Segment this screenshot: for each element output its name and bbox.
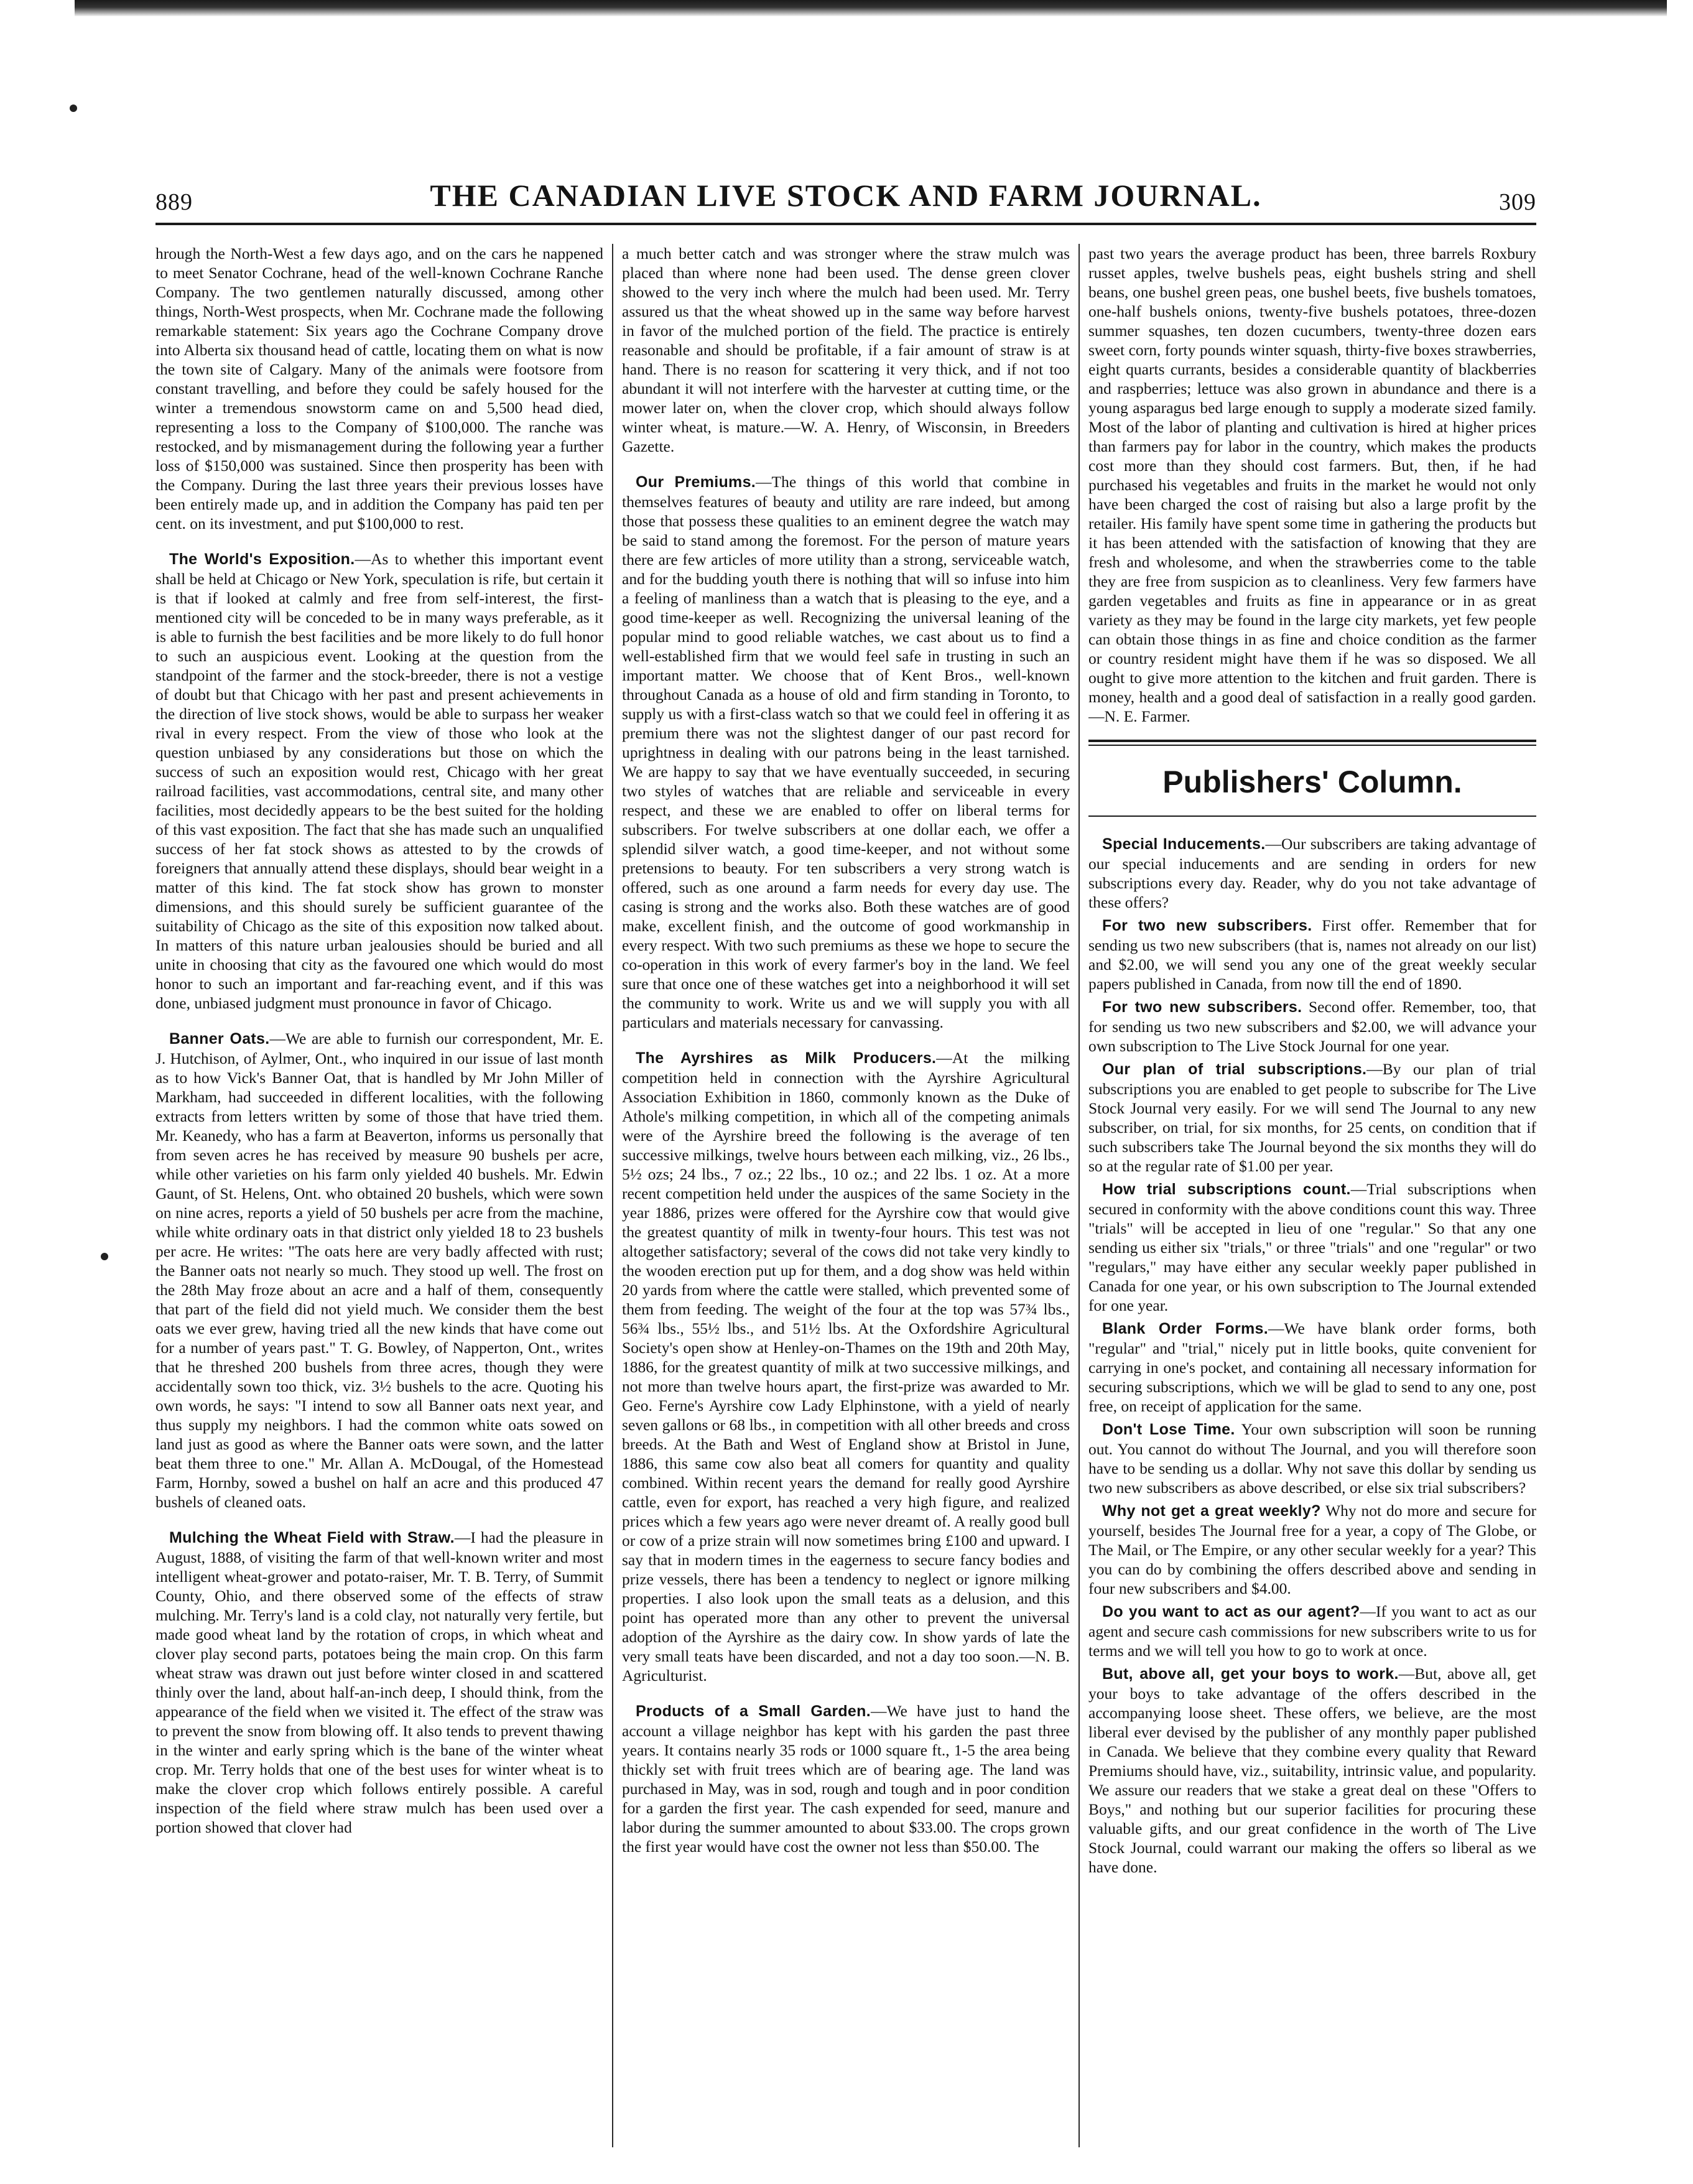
section-rule xyxy=(1088,740,1536,742)
column-2 xyxy=(622,244,1070,2154)
page-number-left: 889 xyxy=(155,189,193,215)
scan-edge-streak xyxy=(75,0,1667,16)
publishers-item xyxy=(1088,1420,1536,1497)
publishers-item xyxy=(1088,1501,1536,1598)
item-heading: How trial subscriptions count. xyxy=(1102,1181,1351,1198)
article-body: —The things of this world that combine in themselves features of beauty and utility are rare indeed, but among those that possess these qualities to an eminent degree the watch may be said to stand among the foremost. For the person of mature years there are few articles of more utility than a strong, serviceable watch, and for the budding youth there is nothing that will so infuse into him a feeling of manliness than a watch that is pleasing to the eye, and a good time-keeper as well. Recognizing the universal leaning of the popular mind to good reliable watches, we cast about us to find a well-established firm that we would feel safe in trusting in such an important matter. We choose that of Kent Bros., well-known throughout Canada as a house of old and firm standing in Toronto, to supply us with a first-class watch so that we could feel in offering it as premium there was not the slightest danger of our past record for uprightness in dealing with our patrons being in the least tarnished. We are happy to say that we have eventually succeeded, in securing two styles of watches that are reliable and serviceable in every respect, and these we are enabled to offer on liberal terms for subscribers. For twelve subscribers at one dollar each, we offer a splendid silver watch, a good time-keeper, and not without some pretensions to beauty. For ten subscribers a very strong watch is offered, such as one around a farm needs for every day use. The casing is strong and the works also. Both these watches are of good make, excellent finish, and the outcome of good workmanship in every respect. With two such premiums as these we hope to secure the co-operation in this work of every farmer's boy in the land. We feel sure that once one of these watches get into a neighborhood it will set the community to work. Write us and we will supply you with all particulars and materials necessary for canvassing. xyxy=(622,473,1070,1031)
column-3 xyxy=(1088,244,1536,2154)
publishers-item xyxy=(1088,1319,1536,1416)
small-garden-article xyxy=(622,1701,1070,1856)
small-garden-continued: past two years the average product has been, three barrels Roxbury russet apples, twelve bushels peas, eight bushels string and shell beans, one bushel green peas, one bushel beets, five bushels tomatoes, one-half bushels onions, twenty-five bushels potatoes, three-dozen summer squashes, ten dozen cucumbers, twenty-three dozen ears sweet corn, forty pounds winter squash, thirty-five boxes strawberries, eight quarts currants, besides a considerable quantity of blackberries and raspberries; lettuce was also grown in abundance and there is a young asparagus bed large enough to supply a moderate sized family. Most of the labor of planting and cultivation is hired at higher prices than farmers pay for labor in the country, which makes the products cost more than they should cost farmers. But, then, if he had purchased his vegetables and fruits in the market he would not only have been charged the cost of raising but also a large profit by the retailer. His family have spent some time in gathering the products but it has been attended with the satisfaction of knowing that they are fresh and wholesome, and when the strawberries come to the table they are free from suspicion as to cleanliness. Very few farmers have garden vegetables and fruits as fine in appearance or in as great variety as they may be found in the large city markets, yet few people can obtain those things in as fine and choice condition as the farmer or country resident might have them if he was so disposed. We all ought to give more attention to the kitchen and fruit garden. There is money, health and a good deal of satisfaction in a really good garden.—N. E. Farmer. xyxy=(1088,244,1536,725)
publishers-item xyxy=(1088,1664,1536,1877)
publishers-item xyxy=(1088,916,1536,993)
item-body: Second offer. Remember, too, that for sending us two new subscribers and $2.00, we will advance your own subscription to The Live Stock Journal for one year. xyxy=(1088,998,1536,1055)
page-number-right: 309 xyxy=(1499,189,1536,215)
section-rule xyxy=(1088,745,1536,746)
scan-speck xyxy=(70,105,77,112)
item-body: —If you want to act as our agent and secure cash commissions for new subscribers write to us for terms and we will tell you how to go to work at once. xyxy=(1088,1602,1536,1660)
publishers-column-heading: Publishers' Column. xyxy=(1162,764,1462,799)
article-heading: Banner Oats. xyxy=(169,1030,270,1048)
section-rule xyxy=(1088,816,1536,817)
publishers-item xyxy=(1088,1602,1536,1660)
item-heading: Why not get a great weekly? xyxy=(1102,1502,1321,1520)
banner-oats-article xyxy=(155,1029,603,1512)
item-heading: But, above all, get your boys to work. xyxy=(1102,1665,1399,1683)
item-body: —Our subscribers are taking advantage of our special inducements and are sending in orders for new subscriptions every day. Reader, why do you not take advantage of these offers? xyxy=(1088,835,1536,911)
ranche-article: hrough the North-West a few days ago, and on the cars he nappened to meet Senator Cochrane, head of the well-known Cochrane Ranche Company. The two gentlemen naturally discussed, among other things, North-West prospects, when Mr. Cochrane made the following remarkable statement: Six years ago the Cochrane Company drove into Alberta six thousand head of cattle, locating them on what is now the town site of Calgary. Many of the animals were footsore from constant travelling, and before they could be safely housed for the winter a tremendous snowstorm came on and 5,500 head died, representing a loss to the Company of $100,000. The ranche was restocked, and by mismanagement during the following year a further loss of $150,000 was sustained. Since then prosperity has been with the Company. During the last three years their previous losses have been entirely made up, and in addition the Company has paid ten per cent. on its investment, and put $100,000 to rest. xyxy=(155,244,603,532)
item-body: —By our plan of trial subscriptions you are enabled to get people to subscribe for The Live Stock Journal very easily. For we will send The Journal to any new subscriber, on trial, for six months, for 25 cents, on condition that if such subscribers take The Journal beyond the six months they will do so at the regular rate of $1.00 per year. xyxy=(1088,1060,1536,1175)
header-rule xyxy=(155,223,1536,225)
article-body: —At the milking competition held in connection with the Ayrshire Agricultural Association Exhibition in 1860, commonly known as the Duke of Athole's milking competition, in which all of the competing animals were of the Ayrshire breed the following is the average of ten successive milkings, twelve hours between each milking, viz., 26 lbs., 5½ ozs; 24 lbs., 7 oz.; 22 lbs., 10 oz.; and 22 lbs. 1 oz. At a more recent competition held under the auspices of the same Society in the year 1886, prizes were offered for the Ayrshire cow that would give the greatest quantity of milk in twenty-four hours. This test was not altogether satisfactory; several of the cows did not take very kindly to the wooden erection put up for them, and a dog show was held within 20 yards from where the cattle were stalled, which prevented some of them from feeding. The weight of the four at the top was 57¾ lbs., 56¾ lbs., 55½ lbs., and 51½ lbs. At the Oxfordshire Agricultural Society's open show at Henley-on-Thames on the 19th and 20th May, 1886, for the greatest quantity of milk at two successive milkings, and not more than twelve hours apart, the first-prize was awarded to Mr. Geo. Ferne's Ayrshire cow Lady Elphinstone, with a yield of nearly seven gallons or 68 lbs., in competition with all other breeds and cross breeds. At the Bath and West of England show at Bristol in June, 1886, this same cow also beat all comers for quantity and quality combined. Within recent years the demand for really good Ayrshire cattle, even for export, has reached a very high figure, and realized prices which a few years ago were never dreamt of. A really good bull or cow of a prize strain will now sometimes bring £100 and upward. I say that in modern times in the eagerness to secure fancy bodies and prize vessels, there has been a tendency to neglect or ignore milking properties. I also look upon the small teats as a delusion, and this point has operated more than any other to prevent the universal adoption of the Ayrshire as the dairy cow. In show yards of late the very small teats have been discarded, and not a day too soon.—N. B. Agriculturist. xyxy=(622,1049,1070,1684)
page-header xyxy=(155,177,1536,221)
article-heading: Products of a Small Garden. xyxy=(636,1703,871,1720)
worlds-exposition-article xyxy=(155,549,603,1013)
article-body: —We have just to hand the account a village neighbor has kept with his garden the past three years. It contains nearly 35 rods or 1000 square ft., 1-5 the area being thickly set with fruit trees which are of bearing age. The land was purchased in May, was in sod, rough and tough and in poor condition for a garden the first year. The cash expended for seed, manure and labor during the summer amounted to about $33.00. The crops grown the first year would have cost the owner not less than $50.00. The xyxy=(622,1702,1070,1856)
item-heading: Our plan of trial subscriptions. xyxy=(1102,1061,1367,1078)
publishers-item xyxy=(1088,1059,1536,1176)
article-body: —As to whether this important event shall be held at Chicago or New York, speculation is rife, but certain it is that if looked at calmly and free from self-interest, the first-mentioned city will be conceded to be in many ways preferable, as it is able to furnish the best facilities and be more likely to do full honor to such an auspicious event. Looking at the question from the standpoint of the farmer and the stock-breeder, there is not a vestige of doubt but that Chicago with her past and present achievements in the direction of live stock shows, would be able to surpass her weaker rival in every respect. From the view of those who look at the question unbiased by any considerations but those on which the success of such an exposition would rest, Chicago with her great railroad facilities, vast accommodations, central site, and many other facilities, most decidedly appears to be the best suited for the holding of this vast exposition. The fact that she has made such an unqualified success of her fat stock shows as attested to by the crowds of foreigners that annually attend these displays, should bear weight in a matter of this kind. The fat stock show has grown to monster dimensions, and this should surely be sufficient guarantee of the suitability of Chicago as the site of this exposition now talked about. In matters of this nature urban jealousies should be buried and all unite in choosing that city as the favoured one which would do most honor to such an important and far-reaching event, and if this was done, unbiased judgment must pronounce in favor of Chicago. xyxy=(155,550,603,1012)
publishers-item xyxy=(1088,997,1536,1056)
item-heading: Special Inducements. xyxy=(1102,835,1266,853)
item-heading: For two new subscribers. xyxy=(1102,917,1312,934)
column-1 xyxy=(155,244,603,2154)
item-heading: Do you want to act as our agent? xyxy=(1102,1603,1360,1620)
article-heading: The World's Exposition. xyxy=(169,551,355,568)
article-heading: Our Premiums. xyxy=(636,473,756,491)
article-body: —We are able to furnish our correspondent, Mr. E. J. Hutchison, of Aylmer, Ont., who inquired in our issue of last month as to how Vick's Banner Oat, that is handled by Mr John Miller of Markham, had succeeded in different localities, with the following extracts from letters written by some of those that have tried them. Mr. Keanedy, who has a farm at Beaverton, informs us personally that from seven acres he has received by measure 90 bushels per acre, while other varieties on his farm only yielded 40 bushels. Mr. Edwin Gaunt, of St. Helens, Ont. who obtained 20 bushels, which were sown on nine acres, reports a yield of 50 bushels per acre from the machine, while white ordinary oats in that district only yielded 18 to 23 bushels per acre. He writes: "The oats here are very badly affected with rust; the Banner oats not nearly so much. They stood up well. The frost on the 28th May froze about an acre and a half of them, consequently that part of the field did not yield much. We consider them the best oats we ever grew, having tried all the new kinds that have come out for a number of years past." T. G. Bowley, of Napperton, Ont., writes that he threshed 200 bushels from three acres, though they were accidentally sown too thick, viz. 3½ bushels to the acre. Quoting his own words, he says: "I intend to sow all Banner oats next year, and thus supply my neighbors. I had the common white oats sowed on land just as good as where the Banner oats were sown, and the latter beat them three to one." Mr. Allan A. McDougal, of the Homestead Farm, Hornby, sowed a bushel on half an acre and this produced 47 bushels of cleaned oats. xyxy=(155,1029,603,1511)
mulching-continued: a much better catch and was stronger where the straw mulch was placed than where none had been used. The dense green clover showed to the very inch where the mulch had been used. Mr. Terry assured us that the wheat showed up in the same way before harvest in favor of the mulched portion of the field. The practice is entirely reasonable and should be profitable, if a fair amount of straw is at hand. There is no reason for scattering it very thick, and if not too abundant it will not interfere with the harvester at cutting time, or the mower later on, when the clover crop, which should always follow winter wheat, is mature.—W. A. Henry, of Wisconsin, in Breeders Gazette. xyxy=(622,244,1070,455)
scan-speck xyxy=(101,1253,108,1260)
ayrshires-article xyxy=(622,1048,1070,1685)
item-heading: For two new subscribers. xyxy=(1102,998,1302,1016)
publishers-item xyxy=(1088,1179,1536,1315)
item-body: —But, above all, get your boys to take advantage of the offers described in the accompanying loose sheet. These offers, we believe, are the most liberal ever devised by the publisher of any monthly paper published in Canada. We believe that they combine every quality that Reward Premiums should have, viz., suitability, intrinsic value, and popularity. We assure our readers that we stake a great deal on these "Offers to Boys," and nothing but our superior facilities for procuring these valuable gifts, and our great confidence in the worth of The Live Stock Journal, could warrant our making the offers so liberal as we have done. xyxy=(1088,1665,1536,1876)
column-rule xyxy=(612,244,613,2147)
item-body: —Trial subscriptions when secured in conformity with the above conditions count this way. Three "trials" will be accepted in lieu of one "regular." So that any one sending us either six "trials," or three "trials" and one "regular" or two "regulars," may have either any secular weekly paper published in Canada for one year, or his own subscription to The Journal extended for one year. xyxy=(1088,1180,1536,1314)
journal-title: THE CANADIAN LIVE STOCK AND FARM JOURNAL. xyxy=(430,178,1262,213)
article-heading: The Ayrshires as Milk Producers. xyxy=(636,1049,937,1067)
item-body: —We have blank order forms, both "regular" and "trial," nicely put in little books, quite convenient for carrying in one's pocket, and containing all necessary information for securing subscriptions, which we will be glad to send to any one, post free, on receipt of application for the same. xyxy=(1088,1319,1536,1415)
item-body: Why not do more and secure for yourself, besides The Journal free for a year, a copy of The Globe, or The Mail, or The Empire, or any other secular weekly for a year? This you can do by combining the offers described above and sending in four new subscribers and $4.00. xyxy=(1088,1502,1536,1597)
premiums-article xyxy=(622,472,1070,1032)
item-heading: Don't Lose Time. xyxy=(1102,1421,1235,1438)
item-body: First offer. Remember that for sending us two new subscribers (that is, names not already on our list) and $2.00, we will send you any one of the great weekly secular papers published in Canada, from now till the end of 1890. xyxy=(1088,916,1536,993)
article-body: —I had the pleasure in August, 1888, of visiting the farm of that well-known writer and most intelligent wheat-grower and potato-raiser, Mr. T. B. Terry, of Summit County, Ohio, and there observed some of the effects of straw mulching. Mr. Terry's land is a cold clay, not naturally very fertile, but made good wheat land by the rotation of crops, in which wheat and clover play second parts, potatoes being the main crop. On this farm wheat straw was drawn out just before winter closed in and scattered thinly over the land, about half-an-inch deep, I should think, from the appearance of the field when we visited it. The effect of the straw was to prevent the snow from blowing off. It also tends to prevent thawing in the winter and early spring which is the bane of the winter wheat crop. Mr. Terry holds that one of the best uses for winter wheat is to make the clover crop which follows entirely possible. A careful inspection of the field where straw mulch has been used over a portion showed that clover had xyxy=(155,1528,603,1836)
column-rule xyxy=(1078,244,1080,2147)
publishers-item xyxy=(1088,834,1536,912)
item-body: Your own subscription will soon be running out. You cannot do without The Journal, and you will therefore soon have to be sending us a dollar. Why not save this dollar by sending us two new subscribers as above described, or else six trial subscribers? xyxy=(1088,1420,1536,1497)
mulching-article xyxy=(155,1528,603,1837)
article-heading: Mulching the Wheat Field with Straw. xyxy=(169,1529,455,1546)
item-heading: Blank Order Forms. xyxy=(1102,1320,1268,1337)
